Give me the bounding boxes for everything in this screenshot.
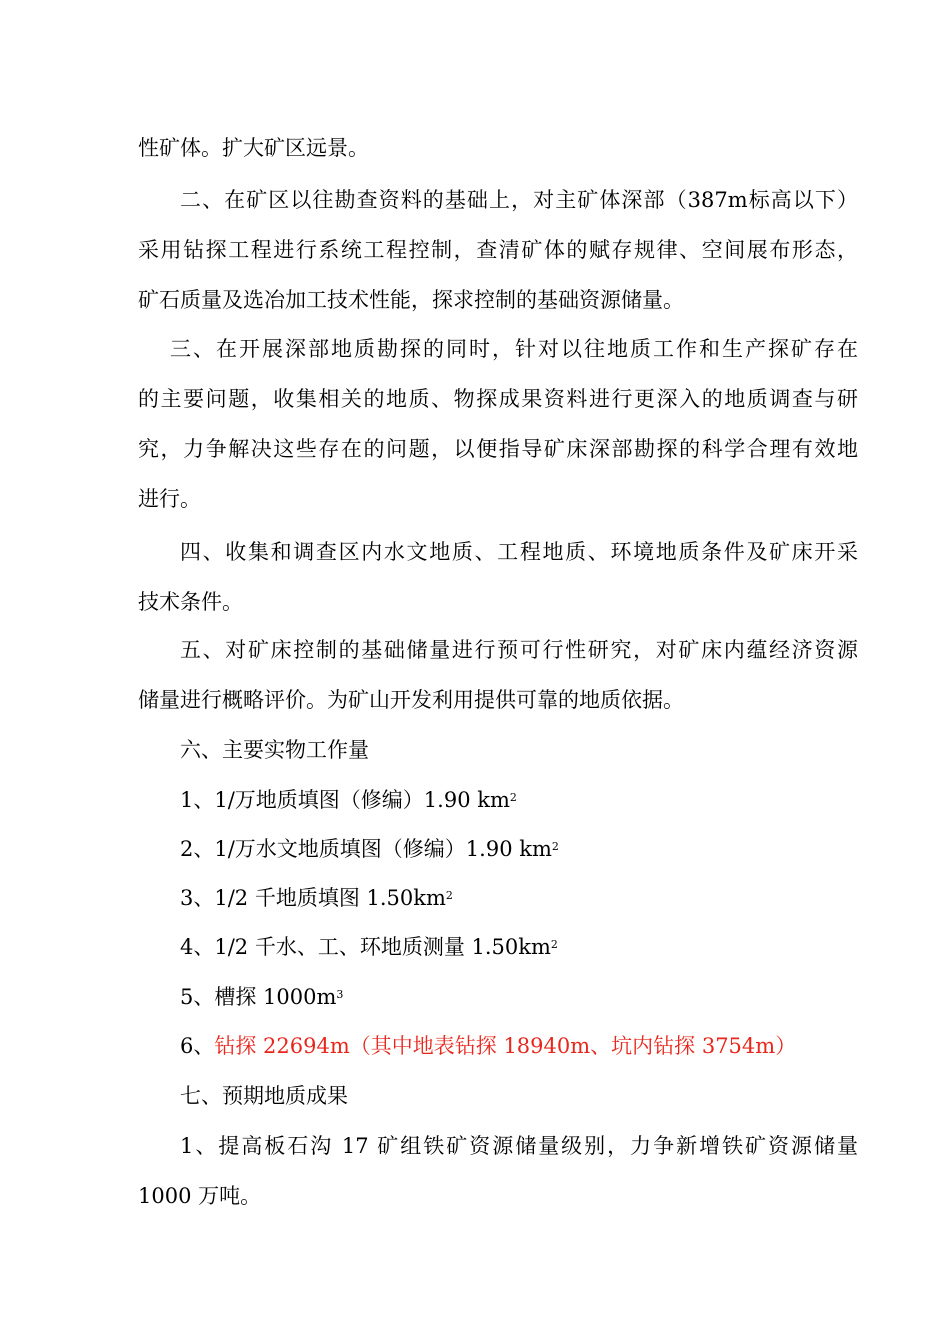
paragraph-3-line-4: 进行。 — [138, 487, 201, 511]
workload-item-6: 6、钻探 22694m（其中地表钻探 18940m、坑内钻探 3754m） — [180, 1034, 797, 1058]
paragraph-3-line-2: 的主要问题，收集相关的地质、物探成果资料进行更深入的地质调查与研 — [138, 387, 858, 411]
section-7-heading: 七、预期地质成果 — [180, 1084, 348, 1108]
paragraph-4-line-2: 技术条件。 — [138, 590, 243, 614]
paragraph-line: 性矿体。扩大矿区远景。 — [138, 136, 369, 160]
paragraph-2-line-1: 二、在矿区以往勘查资料的基础上，对主矿体深部（387m标高以下） — [180, 188, 858, 212]
paragraph-3-line-3: 究，力争解决这些存在的问题，以便指导矿床深部勘探的科学合理有效地 — [138, 437, 858, 461]
workload-item-4: 4、1/2 千水、工、环地质测量 $1.50km^2$ — [180, 935, 558, 959]
paragraph-5-line-2: 储量进行概略评价。为矿山开发利用提供可靠的地质依据。 — [138, 688, 684, 712]
paragraph-3-line-1: 三、在开展深部地质勘探的同时，针对以往地质工作和生产探矿存在 — [170, 337, 858, 361]
section-6-heading: 六、主要实物工作量 — [180, 738, 369, 762]
workload-item-3: 3、1/2 千地质填图 $1.50km^2$ — [180, 886, 453, 910]
workload-item-1: 1、1/万地质填图（修编）1.90 $km^2$ — [180, 788, 517, 812]
workload-item-2: 2、1/万水文地质填图（修编）1.90 $km^2$ — [180, 837, 559, 861]
workload-item-5: 5、槽探 $1000m^3$ — [180, 985, 344, 1009]
drilling-highlight: 钻探 22694m（其中地表钻探 18940m、坑内钻探 3754m） — [214, 1034, 797, 1058]
expected-result-1-line-1: 1、提高板石沟 17 矿组铁矿资源储量级别，力争新增铁矿资源储量 — [180, 1134, 858, 1158]
paragraph-4-line-1: 四、收集和调查区内水文地质、工程地质、环境地质条件及矿床开采 — [180, 540, 858, 564]
paragraph-5-line-1: 五、对矿床控制的基础储量进行预可行性研究，对矿床内蕴经济资源 — [180, 638, 858, 662]
paragraph-2-line-2: 采用钻探工程进行系统工程控制，查清矿体的赋存规律、空间展布形态， — [138, 238, 858, 262]
expected-result-1-line-2: 1000 万吨。 — [138, 1184, 262, 1208]
paragraph-2-line-3: 矿石质量及选冶加工技术性能，探求控制的基础资源储量。 — [138, 288, 684, 312]
